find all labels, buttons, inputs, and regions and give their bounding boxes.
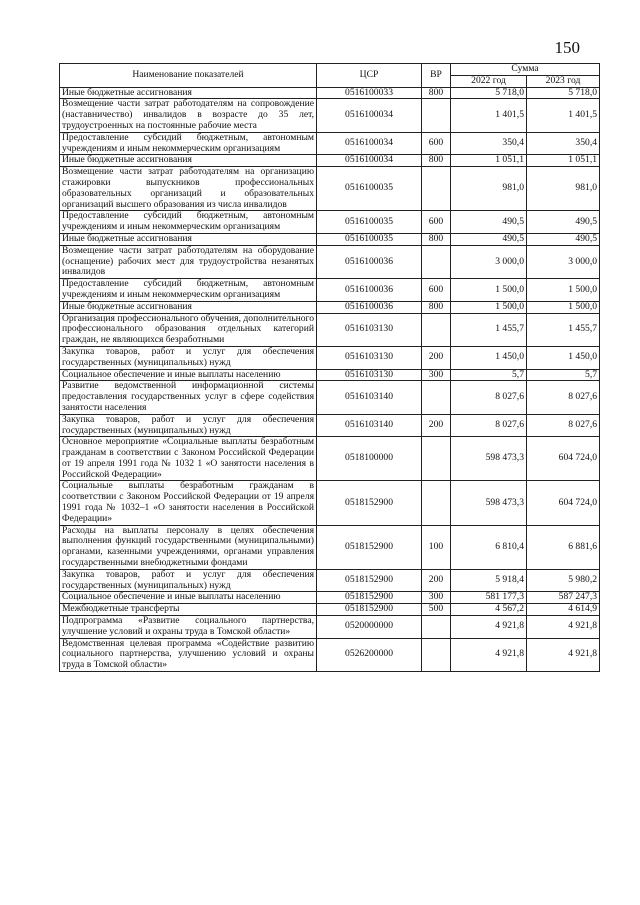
table-row <box>60 569 600 592</box>
row-sum-2022: 4 567,2 <box>451 604 527 616</box>
row-csr: 0516103130 <box>317 346 422 369</box>
row-sum-2022: 8 027,6 <box>451 381 527 414</box>
row-csr: 0516100034 <box>317 99 422 132</box>
row-sum-2023: 1 401,5 <box>527 99 600 132</box>
row-csr: 0518100000 <box>317 437 422 481</box>
row-sum-2022: 490,5 <box>451 233 527 245</box>
row-sum-2023: 1 500,0 <box>527 279 600 302</box>
row-name: Иные бюджетные ассигнования <box>60 155 317 167</box>
row-sum-2022: 5 718,0 <box>451 87 527 99</box>
row-sum-2023: 4 921,8 <box>527 638 600 671</box>
row-sum-2023: 490,5 <box>527 211 600 234</box>
table-row <box>60 604 600 616</box>
row-vr: 200 <box>422 414 451 437</box>
table-row <box>60 592 600 604</box>
row-csr: 0516103130 <box>317 369 422 381</box>
row-csr: 0526200000 <box>317 638 422 671</box>
row-csr: 0516100033 <box>317 87 422 99</box>
header-row <box>60 64 600 76</box>
header-year-2023: 2023 год <box>527 75 600 87</box>
row-sum-2022: 1 401,5 <box>451 99 527 132</box>
row-sum-2023: 4 614,9 <box>527 604 600 616</box>
row-sum-2022: 350,4 <box>451 132 527 155</box>
table-row <box>60 132 600 155</box>
row-csr: 0516100036 <box>317 279 422 302</box>
row-csr: 0516100035 <box>317 211 422 234</box>
row-sum-2022: 981,0 <box>451 167 527 211</box>
row-csr: 0516103140 <box>317 414 422 437</box>
header-year-2022: 2022 год <box>451 75 527 87</box>
row-sum-2023: 6 881,6 <box>527 525 600 569</box>
row-sum-2022: 8 027,6 <box>451 414 527 437</box>
row-sum-2022: 1 500,0 <box>451 301 527 313</box>
table-row <box>60 638 600 671</box>
row-sum-2022: 5 918,4 <box>451 569 527 592</box>
table-row <box>60 279 600 302</box>
table-row <box>60 346 600 369</box>
row-csr: 0516100034 <box>317 155 422 167</box>
row-vr: 800 <box>422 155 451 167</box>
row-sum-2022: 598 473,3 <box>451 481 527 525</box>
row-sum-2023: 1 455,7 <box>527 313 600 346</box>
row-vr: 300 <box>422 592 451 604</box>
row-sum-2022: 4 921,8 <box>451 616 527 639</box>
row-vr: 200 <box>422 569 451 592</box>
row-csr: 0516100036 <box>317 245 422 278</box>
row-sum-2023: 350,4 <box>527 132 600 155</box>
row-csr: 0518152900 <box>317 525 422 569</box>
row-csr: 0518152900 <box>317 481 422 525</box>
row-name: Закупка товаров, работ и услуг для обеспечения государственных (муниципальных) нужд <box>60 414 317 437</box>
budget-table <box>59 63 600 672</box>
row-name: Социальное обеспечение и иные выплаты населению <box>60 369 317 381</box>
header-name: Наименование показателей <box>60 64 317 88</box>
row-name: Предоставление субсидий бюджетным, автономным учреждениям и иным некоммерческим организациям <box>60 211 317 234</box>
table-row <box>60 313 600 346</box>
table-row <box>60 233 600 245</box>
table-row <box>60 369 600 381</box>
row-name: Основное мероприятие «Социальные выплаты безработным гражданам в соответствии с Законом Российской Федерации от 19 апреля 1991 года № 1032 1 «О занятости населения в Российской Федерации» <box>60 437 317 481</box>
row-sum-2023: 3 000,0 <box>527 245 600 278</box>
row-sum-2023: 981,0 <box>527 167 600 211</box>
header-sum: Сумма <box>451 64 600 76</box>
row-name: Иные бюджетные ассигнования <box>60 233 317 245</box>
row-vr <box>422 99 451 132</box>
row-sum-2023: 1 500,0 <box>527 301 600 313</box>
header-csr: ЦСР <box>317 64 422 88</box>
row-vr: 100 <box>422 525 451 569</box>
row-csr: 0520000000 <box>317 616 422 639</box>
row-name: Возмещение части затрат работодателям на оборудование (оснащение) рабочих мест для трудоустройства незанятых инвалидов <box>60 245 317 278</box>
header-vr: ВР <box>422 64 451 88</box>
row-csr: 0518152900 <box>317 592 422 604</box>
row-sum-2023: 5 718,0 <box>527 87 600 99</box>
row-name: Социальное обеспечение и иные выплаты населению <box>60 592 317 604</box>
table-row <box>60 301 600 313</box>
row-sum-2023: 604 724,0 <box>527 437 600 481</box>
row-sum-2022: 1 500,0 <box>451 279 527 302</box>
row-name: Возмещение части затрат работодателям на организацию стажировки выпускников профессиональных образовательных организаций и образовательных организаций высшего образования из числа инвалидов <box>60 167 317 211</box>
row-sum-2023: 5 980,2 <box>527 569 600 592</box>
row-sum-2023: 587 247,3 <box>527 592 600 604</box>
row-name: Развитие ведомственной информационной системы предоставления государственных услуг в сфере содействия занятости населения <box>60 381 317 414</box>
table-row <box>60 616 600 639</box>
table-row <box>60 437 600 481</box>
row-vr: 600 <box>422 211 451 234</box>
row-sum-2022: 598 473,3 <box>451 437 527 481</box>
row-name: Закупка товаров, работ и услуг для обеспечения государственных (муниципальных) нужд <box>60 346 317 369</box>
row-name: Предоставление субсидий бюджетным, автономным учреждениям и иным некоммерческим организациям <box>60 279 317 302</box>
row-sum-2023: 4 921,8 <box>527 616 600 639</box>
row-sum-2022: 3 000,0 <box>451 245 527 278</box>
row-sum-2022: 5,7 <box>451 369 527 381</box>
row-name: Предоставление субсидий бюджетным, автономным учреждениям и иным некоммерческим организациям <box>60 132 317 155</box>
row-csr: 0516100034 <box>317 132 422 155</box>
row-vr <box>422 616 451 639</box>
table-row <box>60 167 600 211</box>
row-name: Межбюджетные трансферты <box>60 604 317 616</box>
row-vr: 200 <box>422 346 451 369</box>
row-sum-2023: 8 027,6 <box>527 414 600 437</box>
row-csr: 0516103140 <box>317 381 422 414</box>
row-name: Ведомственная целевая программа «Содействие развитию социального партнерства, улучшению условий и охраны труда в Томской области» <box>60 638 317 671</box>
row-name: Иные бюджетные ассигнования <box>60 87 317 99</box>
row-sum-2022: 6 810,4 <box>451 525 527 569</box>
row-name: Подпрограмма «Развитие социального партнерства, улучшение условий и охраны труда в Томской области» <box>60 616 317 639</box>
row-vr <box>422 638 451 671</box>
row-name: Возмещение части затрат работодателям на сопровождение (наставничество) инвалидов в возрасте до 35 лет, трудоустроенных на постоянные рабочие места <box>60 99 317 132</box>
row-vr: 800 <box>422 87 451 99</box>
row-vr: 500 <box>422 604 451 616</box>
row-vr <box>422 381 451 414</box>
row-vr <box>422 437 451 481</box>
row-vr <box>422 245 451 278</box>
row-vr: 600 <box>422 132 451 155</box>
table-row <box>60 381 600 414</box>
table-row <box>60 245 600 278</box>
table-row <box>60 99 600 132</box>
row-sum-2022: 1 455,7 <box>451 313 527 346</box>
table-row <box>60 525 600 569</box>
row-csr: 0516100035 <box>317 167 422 211</box>
row-sum-2023: 1 051,1 <box>527 155 600 167</box>
row-csr: 0516103130 <box>317 313 422 346</box>
row-name: Социальные выплаты безработным гражданам в соответствии с Законом Российской Федерации от 19 апреля 1991 года № 1032–1 «О занятости населения в Российской Федерации» <box>60 481 317 525</box>
row-name: Закупка товаров, работ и услуг для обеспечения государственных (муниципальных) нужд <box>60 569 317 592</box>
row-name: Расходы на выплаты персоналу в целях обеспечения выполнения функций государственными (муниципальными) органами, казенными учреждениями, органами управления государственными внебюджетными фондами <box>60 525 317 569</box>
row-sum-2023: 5,7 <box>527 369 600 381</box>
row-csr: 0518152900 <box>317 569 422 592</box>
table-row <box>60 155 600 167</box>
row-name: Иные бюджетные ассигнования <box>60 301 317 313</box>
row-vr <box>422 167 451 211</box>
table-row <box>60 211 600 234</box>
row-vr: 600 <box>422 279 451 302</box>
row-csr: 0516100035 <box>317 233 422 245</box>
row-vr: 300 <box>422 369 451 381</box>
row-vr <box>422 481 451 525</box>
row-vr: 800 <box>422 301 451 313</box>
table-row <box>60 481 600 525</box>
row-sum-2022: 4 921,8 <box>451 638 527 671</box>
row-sum-2022: 490,5 <box>451 211 527 234</box>
row-csr: 0518152900 <box>317 604 422 616</box>
row-sum-2022: 1 450,0 <box>451 346 527 369</box>
row-sum-2023: 490,5 <box>527 233 600 245</box>
table-row <box>60 87 600 99</box>
row-vr: 800 <box>422 233 451 245</box>
row-sum-2023: 604 724,0 <box>527 481 600 525</box>
row-csr: 0516100036 <box>317 301 422 313</box>
row-vr <box>422 313 451 346</box>
row-sum-2022: 1 051,1 <box>451 155 527 167</box>
row-sum-2023: 8 027,6 <box>527 381 600 414</box>
table-row <box>60 414 600 437</box>
row-sum-2023: 1 450,0 <box>527 346 600 369</box>
page-number: 150 <box>554 38 580 57</box>
row-name: Организация профессионального обучения, дополнительного профессионального образования отдельных категорий граждан, не являющихся безработными <box>60 313 317 346</box>
row-sum-2022: 581 177,3 <box>451 592 527 604</box>
